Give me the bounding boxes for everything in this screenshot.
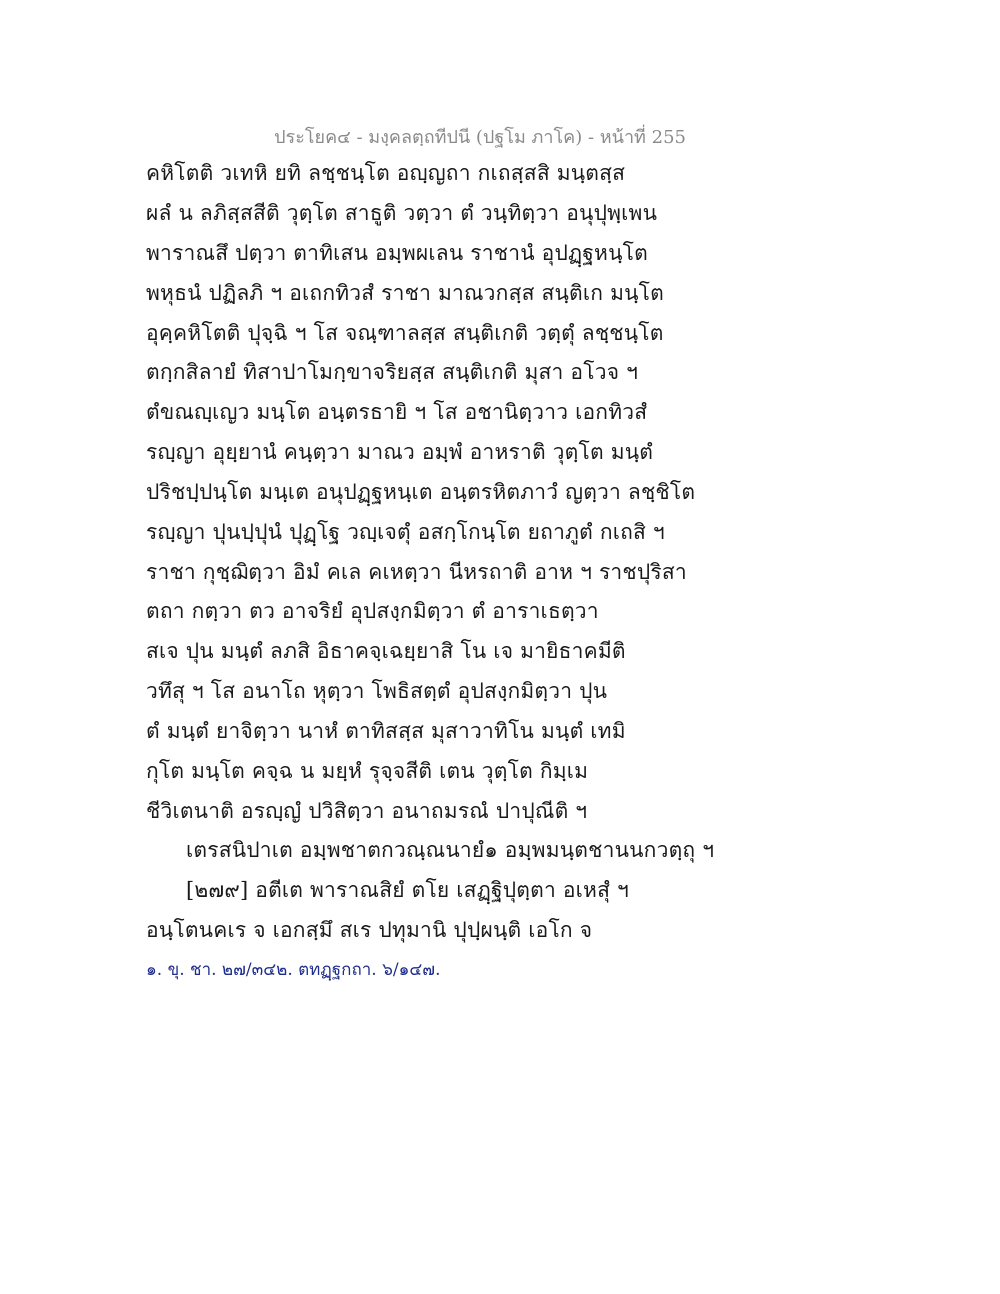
footnote: ๑. ขุ. ชา. ๒๗/๓๔๒. ตทฏฺฐกถา. ๖/๑๔๗. — [146, 960, 441, 980]
section-title: เตรสนิปาเต อมฺพชาตกวณฺณนายํ๑ อมฺพมนฺตชานนกวตฺถุ ฯ — [186, 838, 715, 862]
text-line: รญฺญา ปุนปฺปุนํ ปุฏฺโฐ วญฺเจตุํ อสกฺโกนฺโต ยถาภูตํ กเถสิ ฯ — [146, 520, 665, 544]
text-line: สเจ ปุน มนฺตํ ลภสิ อิธาคจฺเฉยฺยาสิ โน เจ มายิธาคมีติ — [146, 639, 626, 663]
text-line: กุโต มนฺโต คจฺฉ น มยฺหํ รุจฺจสีติ เตน วุตฺโต กิมฺเม — [146, 759, 589, 783]
text-line: อนฺโตนคเร จ เอกสฺมึ สเร ปทุมานิ ปุปฺผนฺติ เอโก จ — [146, 918, 593, 942]
text-line: ตกฺกสิลายํ ทิสาปาโมกฺขาจริยสฺส สนฺติเกติ มุสา อโวจ ฯ — [146, 360, 639, 384]
text-line: [๒๗๙] อตีเต พาราณสิยํ ตโย เสฏฺฐิปุตฺตา อเหสุํ ฯ — [186, 878, 629, 902]
text-line: คหิโตติ วเทหิ ยทิ ลชฺชนฺโต อญฺญถา กเถสฺสสิ มนฺตสฺส — [146, 161, 626, 185]
text-line: ตํ มนฺตํ ยาจิตฺวา นาหํ ตาทิสสฺส มุสาวาทิโน มนฺตํ เทมิ — [146, 719, 626, 743]
text-line: ชีวิเตนาติ อรญฺญํ ปวิสิตฺวา อนาถมรณํ ปาปุณีติ ฯ — [146, 799, 588, 823]
text-line: ตถา กตฺวา ตว อาจริยํ อุปสงฺกมิตฺวา ตํ อาราเธตฺวา — [146, 599, 599, 623]
text-line: ตํขณญฺเญว มนฺโต อนฺตรธายิ ฯ โส อชานิตฺวาว เอกทิวสํ — [146, 400, 648, 424]
text-line: พาราณสึ ปตฺวา ตาทิเสน อมฺพผเลน ราชานํ อุปฏฺฐหนฺโต — [146, 241, 648, 265]
text-line: วทึสุ ฯ โส อนาโถ หุตฺวา โพธิสตฺตํ อุปสงฺกมิตฺวา ปุน — [146, 679, 608, 703]
text-line: ปริชปฺปนฺโต มนฺเต อนุปฏฺฐหนฺเต อนฺตรหิตภาวํ ญตฺวา ลชฺชิโต — [146, 480, 696, 504]
text-line: ผลํ น ลภิสฺสสีติ วุตฺโต สาธูติ วตฺวา ตํ วนฺทิตฺวา อนุปุพฺเพน — [146, 201, 658, 225]
text-line: พหุธนํ ปฏิลภิ ฯ อเถกทิวสํ ราชา มาณวกสฺส สนฺติเก มนฺโต — [146, 281, 664, 305]
text-line: รญฺญา อุยฺยานํ คนฺตฺวา มาณว อมฺพํ อาหราติ วุตฺโต มนฺตํ — [146, 440, 654, 464]
page-header: ประโยค๔ - มงฺคลตฺถทีปนี (ปฐโม ภาโค) - หน้าที่ 255 — [274, 127, 686, 148]
text-line: ราชา กุชฺฌิตฺวา อิมํ คเล คเหตฺวา นีหรถาติ อาห ฯ ราชปุริสา — [146, 560, 687, 584]
text-line: อุคฺคหิโตติ ปุจฺฉิ ฯ โส จณฺฑาลสฺส สนฺติเกติ วตฺตุํ ลชฺชนฺโต — [146, 321, 664, 345]
